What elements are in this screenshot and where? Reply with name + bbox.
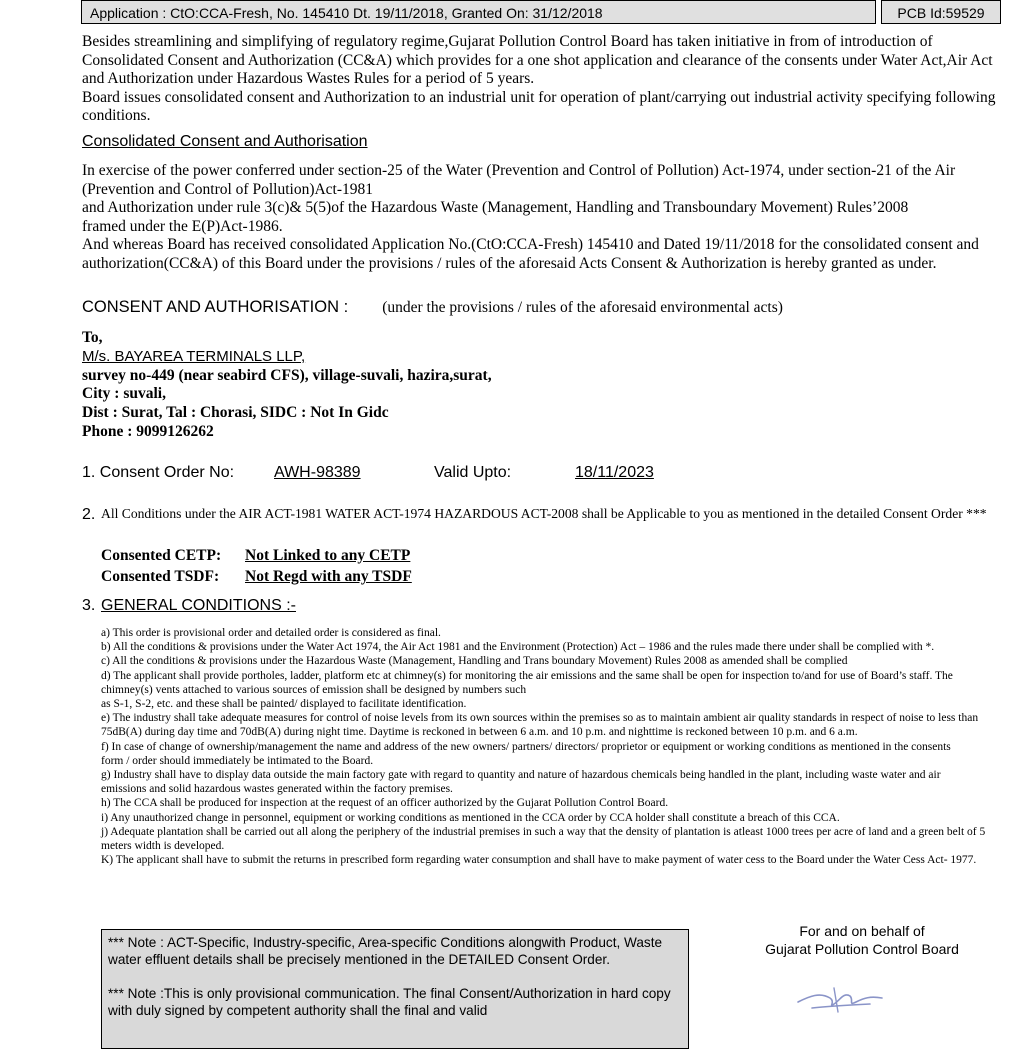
application-header: Application : CtO:CCA-Fresh, No. 145410 Dt. 19/11/2018, Granted On: 31/12/2018 xyxy=(81,0,876,24)
addressee-to: To, xyxy=(82,329,103,346)
condition-d-cont: as S-1, S-2, etc. and these shall be painted/ displayed to facilitate identification. xyxy=(101,698,467,711)
cca-line-2: and Authorization under rule 3(c)& 5(5)of the Hazardous Waste (Management, Handling and Transboundary Movement) Rules’2008 framed under the E(P)Act-1986. xyxy=(82,199,909,235)
cca-section-body xyxy=(82,162,1006,274)
condition-h: h) The CCA shall be produced for inspection at the request of an officer authorized by the Gujarat Pollution Control Board. xyxy=(101,797,669,810)
consent-heading-title: CONSENT AND AUTHORISATION : xyxy=(82,298,349,316)
signature-line-2: Gujarat Pollution Control Board xyxy=(765,941,959,957)
intro-paragraph-2: Board issues consolidated consent and Authorization to an industrial unit for operation of plant/carrying out industrial activity specifying following conditions. xyxy=(82,88,996,125)
condition-i: i) Any unauthorized change in personnel, equipment or working conditions as mentioned in the CCA order by CCA holder shall constitute a breach of this CCA. xyxy=(101,811,840,824)
consent-order-row xyxy=(82,464,234,482)
cetp-label: Consented CETP: xyxy=(101,547,222,564)
addressee-name: M/s. BAYAREA TERMINALS LLP, xyxy=(82,347,306,365)
consent-heading xyxy=(82,298,1004,318)
condition-j: j) Adequate plantation shall be carried out all along the periphery of the industrial premises in such a way that the density of plantation is atleast 1000 trees per acre of land and a green belt of 5 meters width is developed. xyxy=(101,825,986,853)
consent-heading-subtitle: (under the provisions / rules of the aforesaid environmental acts) xyxy=(382,299,783,316)
valid-upto-date: 18/11/2023 xyxy=(575,464,654,481)
addressee-phone: Phone : 9099126262 xyxy=(82,422,214,440)
condition-a: a) This order is provisional order and detailed order is considered as final. xyxy=(101,627,441,639)
signature-line-1: For and on behalf of xyxy=(799,923,925,939)
signature-block xyxy=(740,922,984,1018)
cca-section-title: Consolidated Consent and Authorisation xyxy=(82,133,368,150)
condition-c: c) All the conditions & provisions under the Hazardous Waste (Management, Handling and Trans boundary Movement) Rules 2008 as amended shall be complied xyxy=(101,655,848,668)
cca-line-1: In exercise of the power conferred under section-25 of the Water (Prevention and Control of Pollution) Act-1974, under section-21 of the Air (Prevention and Control of Pollution)Act-1981 xyxy=(82,162,956,198)
cetp-value: Not Linked to any CETP xyxy=(245,547,411,564)
item-2-number: 2. xyxy=(82,506,96,523)
consented-facilities xyxy=(101,545,412,587)
intro-paragraph-1: Besides streamlining and simplifying of regulatory regime,Gujarat Pollution Control Board has taken initiative in from of introduction of Consolidated Consent and Authorization (CC&A) which provides for a one shot application and clearance of the consents under Water Act,Air Act and Authorization under Hazardous Wastes Rules for a period of 5 years. xyxy=(82,33,993,88)
cca-line-3: And whereas Board has received consolidated Application No.(CtO:CCA-Fresh) 145410 and Dated 19/11/2018 for the consolidated consent and authorization(CC&A) of this Board under the provisions / rules of the aforesaid Acts Consent & Authorization is hereby granted as under. xyxy=(82,236,979,272)
item-3-number: 3. xyxy=(82,597,96,614)
condition-f: f) In case of change of ownership/management the name and address of the new owners/ partners/ directors/ proprietor or equipment or working conditions as mentioned in the consents form / order should immediately be intimated to the Board. xyxy=(101,740,951,767)
signature-image xyxy=(790,978,900,1018)
general-conditions-title: GENERAL CONDITIONS :- xyxy=(101,597,296,614)
tsdf-value: Not Regd with any TSDF xyxy=(245,568,412,585)
condition-g: g) Industry shall have to display data outside the main factory gate with regard to quantity and nature of hazardous chemicals being handled in the plant, including waste water and air emissions and solid hazardous wastes generated within the factory premises. xyxy=(101,769,941,796)
addressee-block xyxy=(82,329,1004,442)
addressee-district: Dist : Surat, Tal : Chorasi, SIDC : Not In Gidc xyxy=(82,404,389,422)
item-1-number: 1. xyxy=(82,464,96,481)
general-conditions-list xyxy=(101,626,987,867)
intro-text xyxy=(82,33,1004,126)
condition-k: K) The applicant shall have to submit the returns in prescribed form regarding water consumption and shall have to make payment of water cess to the Board under the Water Cess Act- 1977. xyxy=(101,854,977,867)
note-2: *** Note :This is only provisional communication. The final Consent/Authorization in hard copy with duly signed by competent authority shall the final and valid xyxy=(108,986,671,1018)
tsdf-label: Consented TSDF: xyxy=(101,568,220,585)
condition-e: e) The industry shall take adequate measures for control of noise levels from its own sources within the premises so as to maintain ambient air quality standards in respect of noise to less than 75dB(A) during day time and 70dB(A) during night time. Daytime is reckoned in between 6 a.m. and 10 p.m. and nighttime is reckoned between 10 p.m. and 6 a.m. xyxy=(101,712,979,739)
condition-b: b) All the conditions & provisions under the Water Act 1974, the Air Act 1981 and the Environment (Protection) Act – 1986 and the rules made there under shall be complied with *. xyxy=(101,641,935,654)
consent-order-label: Consent Order No: xyxy=(99,464,235,481)
consent-order-number: AWH-98389 xyxy=(274,464,361,481)
note-1: *** Note : ACT-Specific, Industry-specific, Area-specific Conditions alongwith Product, Waste water effluent details shall be precisely mentioned in the DETAILED Consent Order. xyxy=(108,935,663,967)
addressee-address: survey no-449 (near seabird CFS), village-suvali, hazira,surat, xyxy=(82,366,492,384)
pcb-id-box: PCB Id:59529 xyxy=(881,0,1001,24)
item-2-text: All Conditions under the AIR ACT-1981 WATER ACT-1974 HAZARDOUS ACT-2008 shall be Applicable to you as mentioned in the detailed Consent Order *** xyxy=(101,506,987,521)
condition-d: d) The applicant shall provide portholes, ladder, platform etc at chimney(s) for monitoring the air emissions and the same shall be open for inspection to/and for use of Board’s staff. The chimney(s) vents attached to various sources of emission shall be designed by numbers such xyxy=(101,669,953,696)
note-box xyxy=(101,929,689,1049)
valid-upto-label: Valid Upto: xyxy=(434,464,512,481)
addressee-city: City : suvali, xyxy=(82,385,166,403)
